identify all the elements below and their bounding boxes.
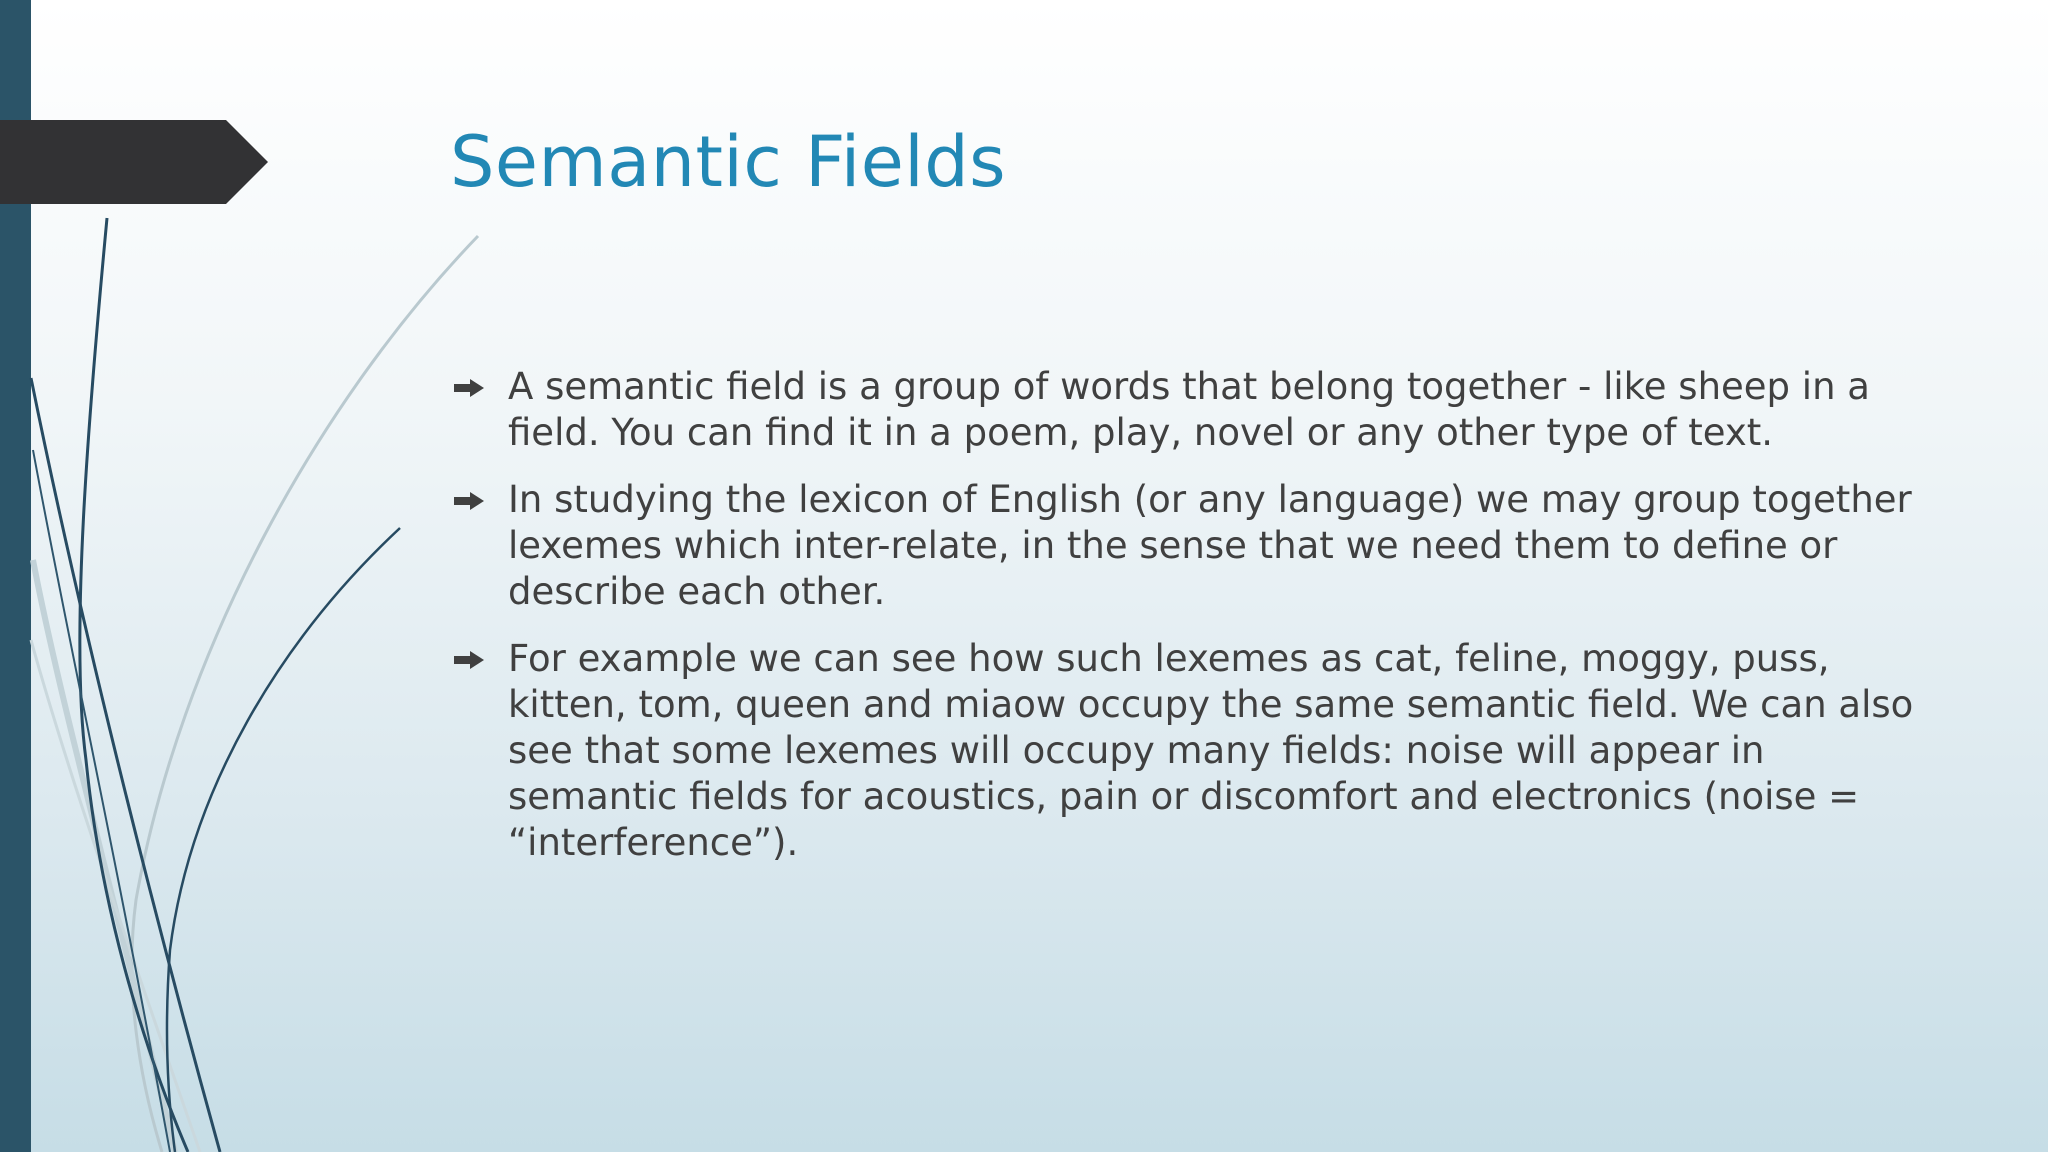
bullet-item	[450, 636, 1930, 866]
title-arrow-banner	[0, 120, 268, 204]
bullet-text: A semantic field is a group of words that belong together - like sheep in a field. You can find it in a poem, play, novel or any other type of text.	[508, 365, 1870, 454]
bullet-list	[450, 364, 1930, 887]
arrow-right-icon	[454, 379, 484, 397]
arrow-right-icon	[454, 492, 484, 510]
bullet-text: For example we can see how such lexemes as cat, feline, moggy, puss, kitten, tom, queen and miaow occupy the same semantic field. We can also see that some lexemes will occupy many fields: noise will appear in semantic fields for acoustics, pain or discomfort and electronics (noise = “interference”).	[508, 637, 1914, 864]
dark-curve-3	[167, 528, 400, 1152]
dark-curve-4	[33, 450, 170, 1152]
dark-curve-2	[31, 378, 220, 1152]
bullet-item	[450, 364, 1930, 456]
bullet-item	[450, 477, 1930, 615]
arrow-right-icon	[454, 651, 484, 669]
slide-title: Semantic Fields	[450, 121, 1007, 203]
light-curve-3	[31, 640, 200, 1152]
bullet-text: In studying the lexicon of English (or any language) we may group together lexemes which inter-relate, in the sense that we need them to define or describe each other.	[508, 478, 1912, 613]
